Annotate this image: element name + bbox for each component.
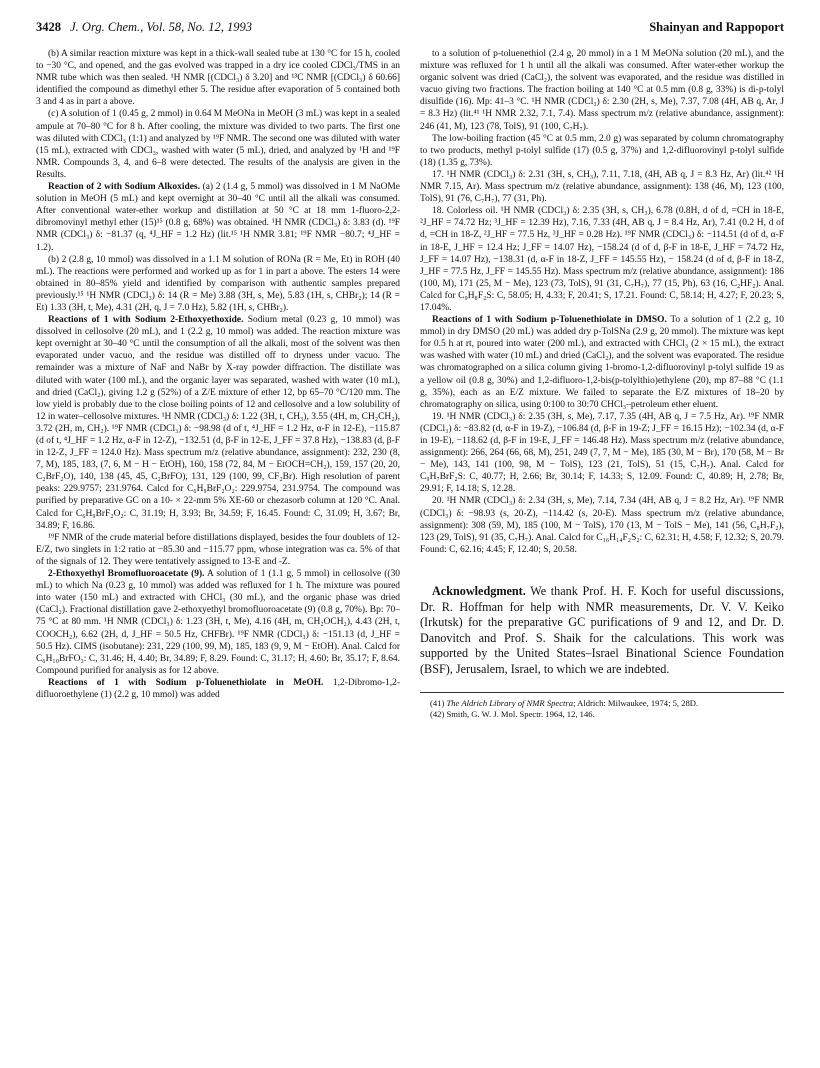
paragraph-q7	[420, 495, 784, 555]
right-column-text	[420, 48, 784, 556]
paragraph-heading: Reactions of 1 with Sodium p-Toluenethiolate in MeOH.	[48, 677, 324, 688]
acknowledgment-paragraph	[420, 584, 784, 678]
acknowledgment-text: We thank Prof. H. F. Koch for useful discussions, Dr. R. Hoffman for help with NMR measurements, Dr. V. V. Keiko (Irkutsk) for the preparative GC purifications of 9 and 12, and Dr. D. Danovitch and Prof. S. Shaik for the calculations. This work was supported by the United States–Israel Binational Science Foundation (BSF), Jerusalem, Israel, to which we are indebted.	[420, 583, 784, 676]
acknowledgment-heading: Acknowledgment.	[432, 583, 526, 598]
paragraph-text: (b) 2 (2.8 g, 10 mmol) was dissolved in a 1.1 M solution of RONa (R = Me, Et) in ROH (40 mL). The reactions were performed and worked up as for 1 in part a above. The esters 14 were obtained in 80–85% yield and identified by comparison with authentic samples prepared previously.¹⁵ ¹H NMR (CDCl₃) δ: 14 (R = Me) 3.88 (3H, s, Me), 5.83 (1H, s, CHBr₂); 14 (R = Et) 1.33 (3H, t, Me), 4.31 (2H, q, J = 7.0 Hz), 5.82 (1H, s, CHBr₂).	[36, 254, 400, 313]
reference-rest: ; Aldrich: Milwaukee, 1974; 5, 28D.	[573, 697, 699, 708]
paragraph-p5	[36, 314, 400, 532]
paragraph-text: 1,2-Dibromo-1,2-difluoroethylene (1) (2.2 g, 10 mmol) was added	[36, 677, 400, 700]
paragraph-heading: 2-Ethoxyethyl Bromofluoroacetate (9).	[48, 569, 205, 580]
paragraph-q4	[420, 205, 784, 314]
paragraph-text: to a solution of p-toluenethiol (2.4 g, 20 mmol) in a 1 M MeONa solution (20 mL), and the mixture was refluxed for 1 h until all the alkali was consumed. After water-ether workup the organic solvent was dried (CaCl₂), the solvent was evaporated, and the residue was distilled in vacuo giving two fractions. The fraction boiling at 140 °C at 0.5 mm (0.8 g, 33%) is di-p-tolyl disulfide (16). Mp: 41–3 °C. ¹H NMR (CDCl₃) δ: 2.30 (2H, s, Me), 7.37, 7.08 (4H, AB q, Ar, J = 8.3 Hz) (lit.⁴¹ ¹H NMR 2.32, 7.1, 7.4). Mass spectrum m/z (relative abundance, assignment): 246 (41, M), 123 (78, TolS), 91 (100, C₇H₇).	[420, 49, 784, 132]
footnote-references	[420, 692, 784, 720]
paragraph-heading: Reactions of 1 with Sodium 2-Ethoxyethoxide.	[48, 315, 244, 326]
paragraph-text: 18. Colorless oil. ¹H NMR (CDCl₃) δ: 2.35 (3H, s, CH₃), 6.78 (0.8H, d of d, =CH in 18-E, ²J_HF = 74.72 Hz; ³J_HF = 12.39 Hz), 7.16, 7.33 (4H, AB q, J = 8.4 Hz, Ar), 7.41 (0.2 H, d of d, =CH in 18-Z, ²J_HF = 77.5 Hz, ³J_HF = 0.28 Hz). ¹⁹F NMR (CDCl₃) δ: −114.51 (d of d, α-F in 18-E, J_HF = 12.4 Hz; J_FF = 14.07 Hz), −158.24 (d of d, β-F in 18-E, J_HF = 74.72 Hz, J_FF = 14.07 Hz), −138.31 (d, α-F in 18-Z, J_FF = 145.55 Hz), − 158.24 (d of d, β-F in 18-Z, J_HF = 77.5 Hz, J_FF = 145.55 Hz). Mass spectrum m/z (relative abundance, assignment): 186 (100, M), 171 (25, M − Me), 123 (73, TolS), 91 (31, C₇H₇), 77 (15, Ph), 63 (16, C₂HF₂). Anal. Calcd for C₉H₈F₂S: C, 58.05; H, 4.33; F, 20.41; S, 17.21. Found: C, 58.14; H, 4.27; F, 20.23; S, 17.04%.	[420, 206, 784, 313]
paragraph-p8	[36, 677, 400, 701]
paragraph-text: Sodium metal (0.23 g, 10 mmol) was dissolved in cellosolve (20 mL), and 1 (2.2 g, 10 mmol) was added. The reaction mixture was kept overnight at 30–40 °C until the consumption of all the alkali, most of the solvent was then evaporated under vacuo, and the residue was distilled off to dryness under vacuo. The remainder was a mixture of NaF and NaBr by X-ray powder diffraction. The distillate was diluted with water (100 mL), and the organic layer was separated, washed with water (10 mL), and dried (CaCl₂), giving 1.2 g (52%) of a Z/E mixture of ether 12, bp 65–70 °C/120 mm. The low yield is probably due to the close boiling points of 12 and cellosolve and a low solubility of 12 in water–cellosolve mixtures. ¹H NMR (CDCl₃) δ: 1.22 (3H, t, CH₃), 3.55 (4H, m, CH₂CH₂), 3.72 (2H, m, CH₂). ¹⁹F NMR (CDCl₃) δ: −98.98 (d of t, ⁴J_HF = 1.2 Hz, α-F in 12-E), −115.87 (d of t, ⁴J_HF = 1.2 Hz, α-F in 12-Z), −132.51 (d, β-F in 12-E, J_FF = 37.8 Hz), −138.83 (d, β-F in 12-Z, J_FF = 124.0 Hz). Mass spectrum m/z (relative abundance, assignment): 232, 230 (8, 7, M), 185, 183, (7, 6, M − H − EtOH), 160, 158 (72, 84, M − EtOCH=CH₂), 159, 157 (20, 20, C₂BrF₂O), 140, 138 (45, 45, C₂BrFO), 131, 129 (100, 99, CF₂Br). High resolution of parent peaks: 229.9757; 231.9764. Calcd for C₆H₉BrF₂O₂: 229.9754, 231.9754. The compound was purified by preparative GC on a 10- × 22-mm 5% XE-60 or chezasorb column at 120 °C. Anal. Calcd for C₆H₉BrF₂O₂: C, 31.19; H, 3.93; Br, 34.59; F, 16.45. Found: C, 31.09; H, 3.67; Br, 34.89; F, 16.86.	[36, 315, 400, 531]
paragraph-text: 17. ¹H NMR (CDCl₃) δ: 2.31 (3H, s, CH₃), 7.11, 7.18, (4H, AB q, J = 8.3 Hz, Ar) (lit.⁴² ¹H NMR 7.15, Ar). Mass spectrum m/z (relative abundance, assignment): 138 (46, M), 123 (100, TolS), 91 (76, C₇H₇), 77 (31, Ph).	[420, 169, 784, 205]
reference-r41	[420, 698, 784, 709]
paragraph-p6	[36, 532, 400, 568]
paragraph-text: 20. ¹H NMR (CDCl₃) δ: 2.34 (3H, s, Me), 7.14, 7.34 (4H, AB q, J = 8.2 Hz, Ar). ¹⁹F NMR (CDCl₃) δ: −98.93 (s, 20-Z), −114.42 (s, 20-E). Mass spectrum m/z (relative abundance, assignment): 308 (59, M), 185 (100, M − TolS), 170 (13, M − TolS − Me), 141 (56, C₈H₇F₂), 123 (29, TolS), 91 (35, C₇H₇). Anal. Calcd for C₁₆H₁₄F₂S₂: C, 62.31; H, 4.58; F, 12.32; S, 20.79. Found: C, 62.16; 4.45; F, 12.40; S, 20.58.	[420, 496, 784, 555]
paragraph-q1	[420, 48, 784, 133]
paragraph-text: ¹⁹F NMR of the crude material before distillations displayed, besides the four doublets of 12-E/Z, two singlets in 1:2 ratio at −85.30 and −115.77 ppm, whose integration was ca. 5% of that of the signals of 12. They were tentatively assigned to 13-E and -Z.	[36, 532, 400, 567]
paragraph-text: The low-boiling fraction (45 °C at 0.5 mm, 2.0 g) was separated by column chromatography to two products, methyl p-tolyl sulfide (17) (0.5 g, 37%) and 1,2-difluorovinyl p-tolyl sulfide (18) (1.35 g, 73%).	[420, 133, 784, 168]
paragraph-q6	[420, 411, 784, 496]
paragraph-heading: Reaction of 2 with Sodium Alkoxides.	[48, 182, 200, 193]
paragraph-p2	[36, 108, 400, 181]
paragraph-text: (a) 2 (1.4 g, 5 mmol) was dissolved in 1 M NaOMe solution in MeOH (5 mL) and kept overnight at 30–40 °C until all the alkali was consumed. After conventional water-ether workup and distillation at 50 °C at 18 mm 1-fluoro-2,2-dibromovinyl methyl ether (15)¹⁵ (0.8 g, 68%) was obtained. ¹H NMR (CDCl₃) δ: 3.83 (d). ¹⁹F NMR (CDCl₃) δ: −81.37 (q, ⁴J_HF = 1.2 Hz) (lit.¹⁵ ¹H NMR 3.81; ¹⁹F NMR −80.7; ⁴J_HF = 1.2).	[36, 182, 400, 253]
paragraph-text: A solution of 1 (1.1 g, 5 mmol) in cellosolve ((30 mL) to which Na (0.23 g, 10 mmol) was added was refluxed for 1 h. The mixture was poured into water (150 mL) and extracted with CHCl₃ (30 mL), and the organic phase was dried (CaCl₂). Fractional distillation gave 2-ethoxyethyl bromofluoroacetate (9) (0.8 g, 70%). Bp: 70–75 °C at 80 mm. ¹H NMR (CDCl₃) δ: 1.23 (3H, t, Me), 4.16 (4H, m, CH₂OCH₂), 4.43 (2H, t, COOCH₂), 6.62 (2H, d, J_HF = 50.5 Hz, CHFBr). ¹⁹F NMR (CDCl₃) δ: −151.13 (d, J_HF = 50.5 Hz). CIMS (isobutane): 231, 229 (100, 99, M), 185, 183 (9, 9, M − EtOH). Anal. Calcd for C₆H₁₀BrFO₃: C, 31.46; H, 4.40; Br, 34.89; F, 8.29. Found: C, 31.17; H, 4.60; Br, 35.17; F, 8.64. Compound purified for analysis as for 12 above.	[36, 569, 401, 676]
paragraph-q3	[420, 169, 784, 205]
paragraph-text: (c) A solution of 1 (0.45 g, 2 mmol) in 0.64 M MeONa in MeOH (3 mL) was kept in a sealed ampule at 70–80 °C for 8 h. After cooling, the mixture was divided to two parts. The first one was diluted with CDCl₃ (1:1) and analyzed by ¹⁹F NMR. The second one was diluted with water (15 mL), extracted with CDCl₃, washed with water (5 mL), dried, and analyzed by ¹H and ¹⁹F NMR. Compounds 3, 4, and 6–8 were detected. The results of the analysis are given in the Results.	[36, 109, 400, 180]
page-header	[36, 20, 784, 42]
paragraph-text: 19. ¹H NMR (CDCl₃) δ: 2.35 (3H, s, Me), 7.17, 7.35 (4H, AB q, J = 7.5 Hz, Ar). ¹⁹F NMR (CDCl₃) δ: −83.82 (d, α-F in 19-Z), −106.84 (d, β-F in 19-Z; J_FF = 16.15 Hz); −102.34 (d, α-F in 19-E), −118.62 (d, β-F in 19-E, J_FF = 146.48 Hz). Mass spectrum m/z (relative abundance, assignment): 266, 264 (66, 68, M), 251, 249 (7, 7, M − Me), 185 (30, M − Br), 170 (58, M − Br − Me), 143, 141 (100, 98, M − TolS), 123 (21, TolS), 51 (15, C₇H₇). Anal. Calcd for C₉H₇BrF₂S: C, 40.77; H, 2.66; Br, 30.14; F, 14.33; S, 12.09. Found: C, 40.89; H, 2.78; Br, 29.91; F, 14.18; S, 12.28.	[420, 411, 784, 495]
paragraph-text: (b) A similar reaction mixture was kept in a thick-wall sealed tube at 130 °C for 15 h, cooled to −30 °C, and opened, and the gas evolved was trapped in a dry ice cooled CDCl₃/TMS in an NMR tube which was then sealed. ¹H NMR [(CDCl₃) δ 3.20] and ¹³C NMR [(CDCl₃) δ 60.66] identified the compound as dimethyl ether 5. The residue after evaporation of 5 contained both 3 and 4 as in part a above.	[36, 49, 400, 108]
header-left	[36, 20, 252, 35]
journal-citation: J. Org. Chem., Vol. 58, No. 12, 1993	[70, 20, 252, 34]
two-column-body	[36, 48, 784, 720]
paragraph-heading: Reactions of 1 with Sodium p-Toluenethiolate in DMSO.	[432, 315, 667, 326]
paragraph-p1	[36, 48, 400, 108]
running-authors: Shainyan and Rappoport	[649, 20, 784, 34]
paragraph-p4	[36, 254, 400, 314]
left-column	[36, 48, 400, 720]
reference-num: (42)	[430, 708, 447, 719]
paragraph-text: To a solution of 1 (2.2 g, 10 mmol) in dry DMSO (20 mL) was added dry p-TolSNa (2.9 g, 20 mmol). The mixture was kept for 0.5 h at rt, poured into water (200 mL), and extracted with CHCl₃ (2 × 15 mL), the extract was washed with water (10 mL) and dried (CaCl₂), and the solvent was evaporated. The residue was chromatographed on a silica column giving 1-bromo-1,2-difluorovinyl p-tolyl sulfide 19 as a yellow oil (0.8 g, 30%) and 1,2-difluoro-1,2-bis(p-tolylthio)ethylene (20), mp 87–88 °C (1.1 g, 35%), each as an E/Z mixture. We failed to separate the E/Z mixtures of 18–20 by chromatography on silica, using 0:100 to 30:70 CHCl₃–petroleum ether eluent.	[420, 315, 785, 410]
reference-num: (41)	[430, 697, 447, 708]
reference-rest: Smith, G. W. J. Mol. Spectr. 1964, 12, 146.	[446, 708, 595, 719]
paragraph-p3	[36, 181, 400, 254]
right-column	[420, 48, 784, 720]
page-number: 3428	[36, 20, 61, 34]
paragraph-q2	[420, 133, 784, 169]
reference-r42	[420, 709, 784, 720]
reference-title: The Aldrich Library of NMR Spectra	[446, 697, 574, 708]
paragraph-p7	[36, 568, 400, 677]
paragraph-q5	[420, 314, 784, 411]
